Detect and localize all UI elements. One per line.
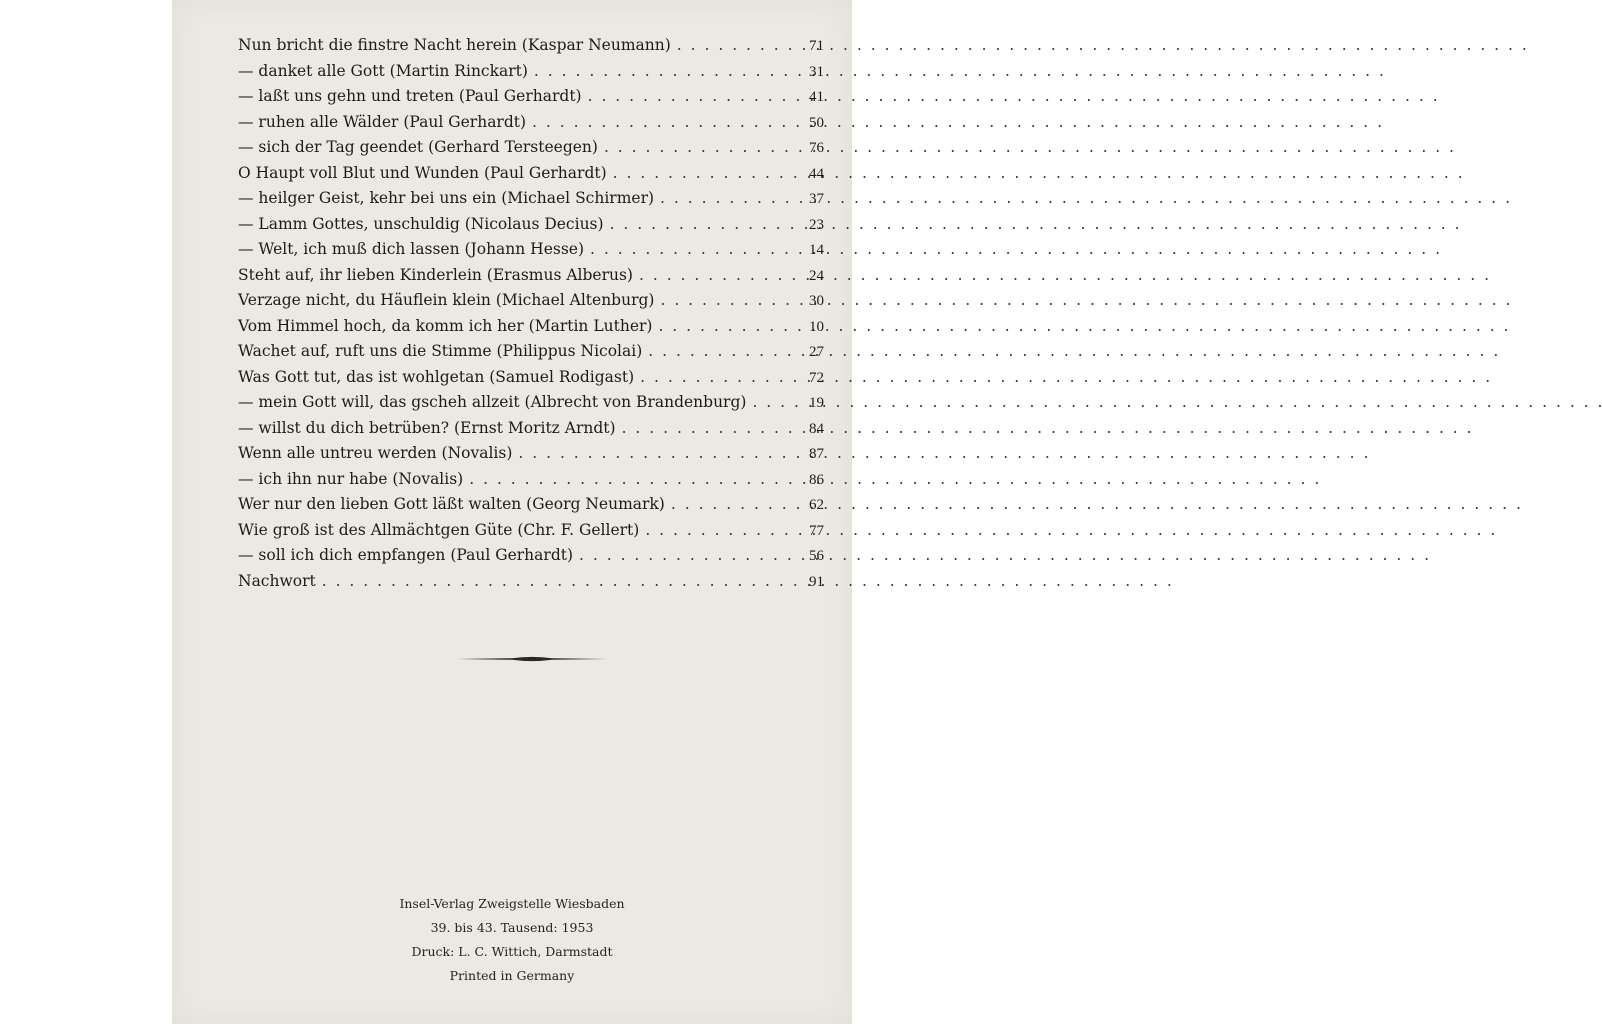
toc-entry <box>238 240 824 266</box>
toc-entry-title: Wie groß ist des Allmächtgen Güte (Chr. F. Gellert) <box>238 520 640 539</box>
toc-entry <box>238 164 824 190</box>
colophon-country: Printed in Germany <box>449 968 575 983</box>
toc-entry-title: — willst du dich betrüben? (Ernst Moritz Arndt) <box>238 418 616 437</box>
toc-entry-page-number: 44 <box>809 165 824 182</box>
toc-entry <box>238 419 824 445</box>
dot-leader <box>590 240 788 258</box>
toc-entry-page-number: 72 <box>809 369 824 386</box>
toc-entry-title: — Lamm Gottes, unschuldig (Nicolaus Decius) <box>238 214 604 233</box>
dot-leader <box>604 138 788 156</box>
toc-entry-title: Wachet auf, ruft uns die Stimme (Philippus Nicolai) <box>238 342 643 360</box>
toc-entry-page-number: 30 <box>809 293 824 309</box>
toc-entry <box>238 189 824 215</box>
toc-entry-title: Steht auf, ihr lieben Kinderlein (Erasmus Alberus) <box>238 265 633 284</box>
toc-entry-title: Verzage nicht, du Häuflein klein (Michael Altenburg) <box>238 291 655 309</box>
dot-leader <box>639 266 788 284</box>
colophon-edition: 39. bis 43. Tausend: 1953 <box>430 920 594 935</box>
toc-entry <box>238 470 824 496</box>
toc-entry-title: — danket alle Gott (Martin Rinckart) <box>238 61 528 80</box>
toc-entry-page-number: 41 <box>809 89 824 105</box>
toc-entry <box>238 113 824 139</box>
dot-leader <box>648 342 788 360</box>
toc-entry-title: Nun bricht die finstre Nacht herein (Kaspar Neumann) <box>238 36 671 54</box>
dot-leader <box>613 164 788 182</box>
dot-leader <box>752 393 788 411</box>
dot-leader <box>518 444 788 462</box>
toc-entry-page-number: 56 <box>809 548 824 564</box>
toc-entry <box>238 138 824 164</box>
toc-entry-title: — sich der Tag geendet (Gerhard Tersteegen) <box>238 138 598 156</box>
toc-entry-page-number: 71 <box>809 38 824 54</box>
dot-leader <box>322 572 788 590</box>
toc-entry-page-number: 86 <box>809 471 824 488</box>
toc-entry <box>238 368 824 394</box>
toc-entry-title: Wenn alle untreu werden (Novalis) <box>238 444 513 462</box>
toc-entry <box>238 521 824 547</box>
toc-entry-page-number: 77 <box>809 522 824 539</box>
dot-leader <box>579 546 788 564</box>
toc-entry-title: Was Gott tut, das ist wohlgetan (Samuel Rodigast) <box>238 367 635 386</box>
toc-entry <box>238 572 824 598</box>
toc-entry <box>238 495 824 521</box>
colophon <box>172 892 852 988</box>
toc-entry-page-number: 84 <box>809 420 824 437</box>
toc-entry-page-number: 19 <box>809 395 824 411</box>
toc-entry-title: — soll ich dich empfangen (Paul Gerhardt) <box>238 546 574 564</box>
toc-entry-title: — ich ihn nur habe (Novalis) <box>238 469 464 488</box>
colophon-publisher: Insel-Verlag Zweigstelle Wiesbaden <box>399 896 625 911</box>
dot-leader <box>622 419 788 437</box>
toc-entry-page-number: 23 <box>809 216 824 233</box>
ornamental-divider <box>457 655 607 663</box>
toc-entry-page-number: 76 <box>809 140 824 156</box>
toc-entry-page-number: 27 <box>809 344 824 360</box>
toc-entry <box>238 444 824 470</box>
book-page <box>172 0 852 1024</box>
toc-entry-title: — heilger Geist, kehr bei uns ein (Michael Schirmer) <box>238 189 655 207</box>
dot-leader <box>677 36 788 54</box>
toc-entry-title: O Haupt voll Blut und Wunden (Paul Gerhardt) <box>238 163 607 182</box>
toc-entry-title: — laßt uns gehn und treten (Paul Gerhardt) <box>238 87 582 105</box>
toc-entry-page-number: 24 <box>809 267 824 284</box>
dot-leader <box>588 87 788 105</box>
dot-leader <box>658 317 788 335</box>
toc-entry-title: Vom Himmel hoch, da komm ich her (Martin Luther) <box>238 316 653 335</box>
toc-entry-page-number: 14 <box>809 242 824 258</box>
toc-entry-title: Nachwort <box>238 571 316 590</box>
toc-entry <box>238 342 824 368</box>
toc-entry <box>238 266 824 292</box>
table-of-contents <box>238 36 824 597</box>
toc-entry-title: Wer nur den lieben Gott läßt walten (Georg Neumark) <box>238 495 665 513</box>
toc-entry-page-number: 31 <box>809 63 824 80</box>
dot-leader <box>469 470 788 488</box>
toc-entry <box>238 291 824 317</box>
toc-entry-page-number: 50 <box>809 114 824 131</box>
toc-entry <box>238 546 824 572</box>
dot-leader <box>532 113 788 131</box>
toc-entry <box>238 215 824 241</box>
toc-entry-title: — mein Gott will, das gscheh allzeit (Albrecht von Brandenburg) <box>238 393 747 411</box>
dot-leader <box>640 368 788 386</box>
toc-entry <box>238 36 824 62</box>
dot-leader <box>534 62 788 80</box>
toc-entry <box>238 87 824 113</box>
toc-entry-page-number: 37 <box>809 191 824 207</box>
toc-entry <box>238 62 824 88</box>
dot-leader <box>610 215 788 233</box>
toc-entry-page-number: 10 <box>809 318 824 335</box>
toc-entry-page-number: 91 <box>809 573 824 590</box>
dot-leader <box>660 189 788 207</box>
toc-entry-title: — Welt, ich muß dich lassen (Johann Hesse) <box>238 240 585 258</box>
dot-leader <box>660 291 788 309</box>
toc-entry <box>238 393 824 419</box>
toc-entry-page-number: 62 <box>809 497 824 513</box>
toc-entry-title: — ruhen alle Wälder (Paul Gerhardt) <box>238 112 527 131</box>
toc-entry-page-number: 87 <box>809 446 824 462</box>
dot-leader <box>645 521 788 539</box>
colophon-printer: Druck: L. C. Wittich, Darmstadt <box>411 944 613 959</box>
dot-leader <box>671 495 788 513</box>
toc-entry <box>238 317 824 343</box>
